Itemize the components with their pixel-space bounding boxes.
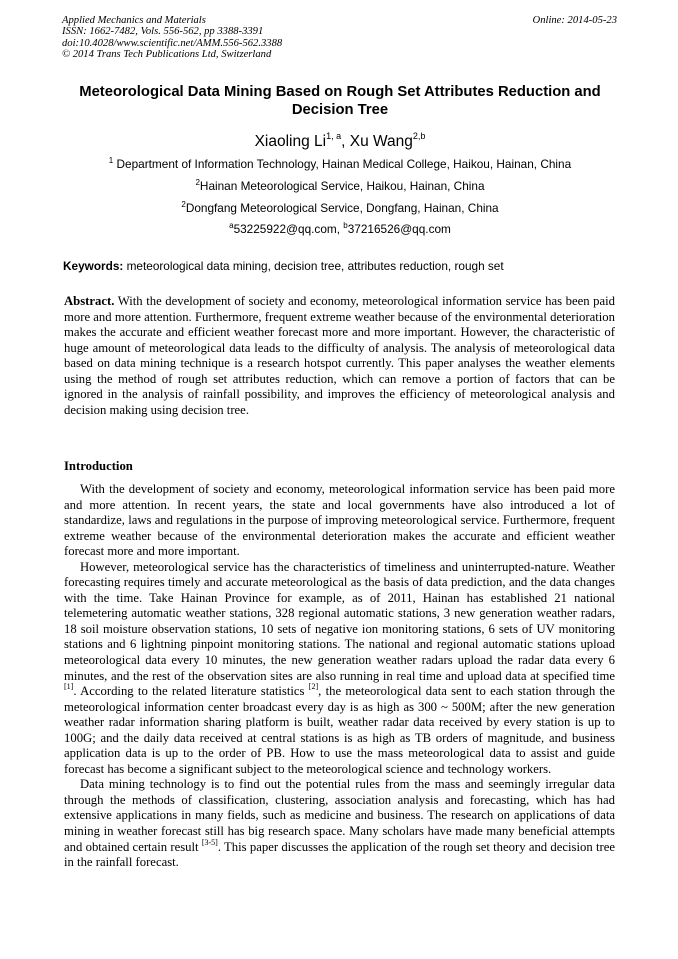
journal-name: Applied Mechanics and Materials xyxy=(62,15,206,26)
journal-header xyxy=(62,15,617,61)
doi-line: doi:10.4028/www.scientific.net/AMM.556-562.3388 xyxy=(62,37,283,49)
author-name: Xu Wang xyxy=(349,133,413,150)
affiliation-text: Department of Information Technology, Hainan Medical College, Haikou, Hainan, China xyxy=(113,157,572,171)
paragraph-1: With the development of society and economy, meteorological information service has been paid more and more attention. In recent years, the state and local governments have also introduced a lot of standardize, laws and regulations in the purpose of improving meteorological service. Furthermore, frequent extreme weather because of the environmental deterioration makes the accurate and efficient weather forecast more and more important. xyxy=(64,482,615,559)
email-address: 37216526@qq.com xyxy=(347,222,451,236)
affiliation-mark: 2 xyxy=(181,200,186,209)
affiliation-text: Dongfang Meteorological Service, Dongfang, Hainan, China xyxy=(185,201,499,215)
affiliation-mark: 2 xyxy=(195,178,200,187)
author-name: Xiaoling Li xyxy=(254,133,327,150)
paragraph-text: . According to the related literature statistics xyxy=(73,684,309,699)
section-heading-introduction: Introduction xyxy=(64,459,133,473)
affiliation-mark: 1 xyxy=(108,156,114,165)
paragraph-text: Data mining technology is to find out the potential rules from the mass and seemingly irregular data through the methods of classification, clustering, association analysis and forecasting, which has had extensive applications in many fields, such as medicine and business. The research on applications of data mining in weather forecast still has big research space. Many scholars have made many beneficial attempts and obtained certain result xyxy=(64,777,615,854)
keywords-text: meteorological data mining, decision tree, attributes reduction, rough set xyxy=(123,259,504,273)
affiliation-1 xyxy=(62,157,618,171)
copyright-line: © 2014 Trans Tech Publications Ltd, Switzerland xyxy=(62,49,272,61)
introduction-body xyxy=(64,482,615,871)
paragraph-2 xyxy=(64,560,615,778)
paragraph-text: . This paper discusses the application of the rough set theory and decision tree in the rainfall forecast. xyxy=(64,839,615,870)
author-affiliation-mark: 1, a xyxy=(326,131,342,141)
paragraph-text: However, meteorological service has the characteristics of timeliness and uninterrupted-nature. Weather forecasting requires timely and accurate meteorological as the basis of data prediction, and the data changes with the time. Take Hainan Province for example, as of 2011, Hainan has established 21 national telemetering automatic weather stations, 328 regional automatic stations, 3 new generation weather radars, 18 soil moisture observation stations, 10 sets of negative ion monitoring stations, 6 sets of UV monitoring stations and 6 lightning pinpoint monitoring stations. The national and regional automatic stations upload meteorological data every 10 minutes, the new generation weather radars upload the radar data every 6 minutes, and the rest of the observation sites are also running in real time and upload data at specified time xyxy=(64,559,615,683)
affiliation-text: Hainan Meteorological Service, Haikou, Hainan, China xyxy=(199,179,485,193)
affiliation-2 xyxy=(62,179,618,193)
author-line xyxy=(62,132,618,151)
email-mark: a xyxy=(229,221,234,230)
abstract xyxy=(64,294,615,418)
email-mark: b xyxy=(343,221,348,230)
affiliation-3 xyxy=(62,201,618,215)
keywords xyxy=(63,259,618,273)
author-affiliation-mark: 2,b xyxy=(412,131,426,141)
email-address: 53225922@qq.com, xyxy=(233,222,344,236)
paragraph-3 xyxy=(64,777,615,870)
citation: [3-5] xyxy=(201,837,218,847)
citation: [1] xyxy=(64,682,74,692)
online-date: Online: 2014-05-23 xyxy=(532,15,617,26)
issn-line: ISSN: 1662-7482, Vols. 556-562, pp 3388-3391 xyxy=(62,26,264,38)
abstract-label: Abstract. xyxy=(64,294,115,308)
abstract-text: With the development of society and economy, meteorological information service has been paid more and more attention. Furthermore, frequent extreme weather because of the environmental deterioration makes the accurate and efficient weather forecast more and more important. However, the characteristic of huge amount of meteorological data leads to the difficulty of analysis. The analysis of meteorological data based on data mining technique is a research hotspot currently. This paper analyses the weather elements using the method of rough set attributes reduction, which can remove a portion of factors that can be ignored in the analysis of rainfall possibility, and improves the efficiency of meteorological analysis and decision making using decision tree. xyxy=(64,294,615,417)
paragraph-text: , the meteorological data sent to each station through the meteorological information center broadcast every day is as high as 300 ~ 500M; after the new generation weather radar information sharing platform is built, weather radar data received by every station is up to 100G; and the daily data received at central stations is as high as TB orders of magnitude, and business application data is up to the order of PB. How to use the mass meteorological data to assist and guide forecast has become a significant subject to the meteorological science and technology workers. xyxy=(64,684,615,776)
author-separator: , xyxy=(341,133,350,150)
keywords-label: Keywords: xyxy=(63,259,124,273)
email-line xyxy=(62,222,618,236)
paper-title: Meteorological Data Mining Based on Rough Set Attributes Reduction and Decision Tree xyxy=(79,84,601,118)
citation: [2] xyxy=(308,682,319,692)
